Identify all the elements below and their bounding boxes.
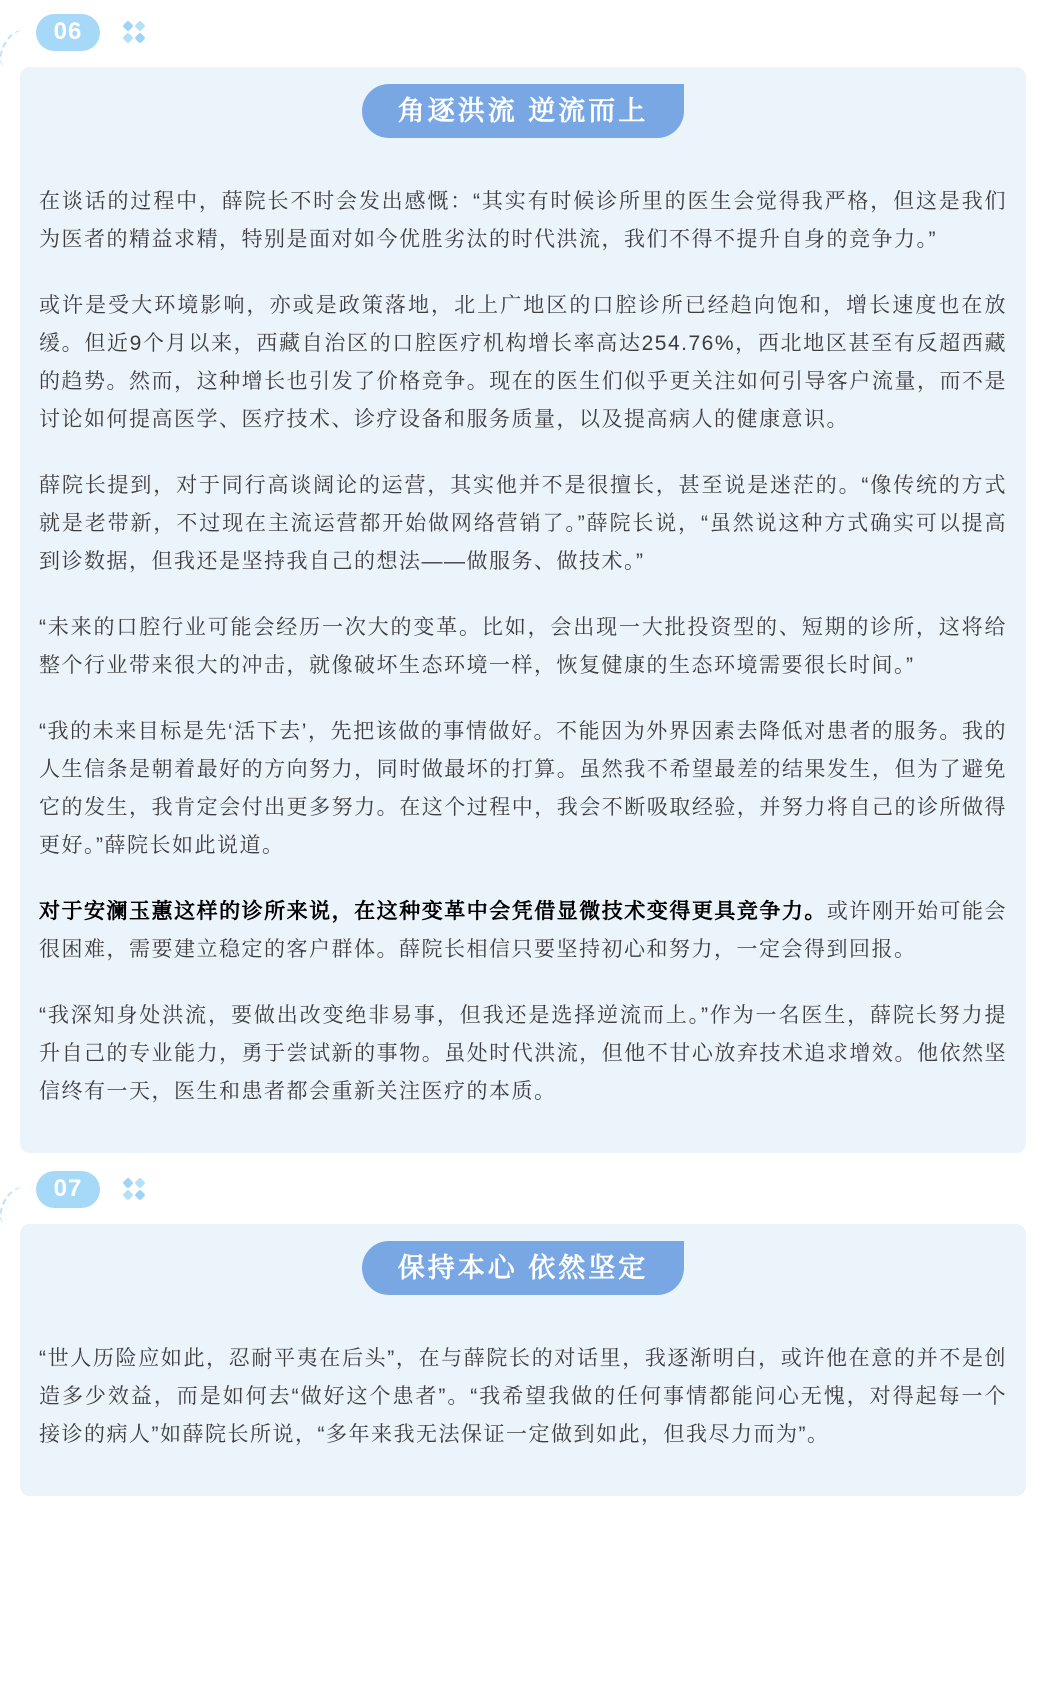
paragraph-text: 薛院长提到，对于同行高谈阔论的运营，其实他并不是很擅长，甚至说是迷茫的。“像传统的方式就是老带新，不过现在主流运营都开始做网络营销了。”薛院长说，“虽然说这种方式确实可以提高到诊数据，但我还是坚持我自己的想法——做服务、做技术。” bbox=[39, 474, 1007, 573]
paragraph bbox=[39, 713, 1007, 865]
paragraph-text: “世人历险应如此，忍耐平夷在后头”，在与薛院长的对话里，我逐渐明白，或许他在意的并不是创造多少效益，而是如何去“做好这个患者”。“我希望我做的任何事情都能问心无愧，对得起每一个接诊的病人”如薛院长所说，“多年来我无法保证一定做到如此，但我尽力而为”。 bbox=[39, 1347, 1007, 1446]
section-06 bbox=[0, 13, 1046, 1153]
paragraph-text: “我的未来目标是先‘活下去’，先把该做的事情做好。不能因为外界因素去降低对患者的服务。我的人生信条是朝着最好的方向努力，同时做最坏的打算。虽然我不希望最差的结果发生，但为了避免它的发生，我肯定会付出更多努力。在这个过程中，我会不断吸取经验，并努力将自己的诊所做得更好。”薛院长如此说道。 bbox=[39, 720, 1007, 857]
section-07-card bbox=[20, 1224, 1026, 1496]
section-06-card bbox=[20, 67, 1026, 1153]
paragraph-bold-text: 对于安澜玉蕙这样的诊所来说，在这种变革中会凭借显微技术变得更具竞争力。 bbox=[39, 900, 827, 923]
paragraph-text: “未来的口腔行业可能会经历一次大的变革。比如，会出现一大批投资型的、短期的诊所，这将给整个行业带来很大的冲击，就像破坏生态环境一样，恢复健康的生态环境需要很长时间。” bbox=[39, 616, 1007, 677]
paragraph bbox=[39, 609, 1007, 685]
paragraph bbox=[39, 287, 1007, 439]
paragraph bbox=[39, 467, 1007, 581]
section-07 bbox=[0, 1170, 1046, 1496]
section-number-badge: 07 bbox=[36, 1171, 100, 1208]
section-07-header bbox=[36, 1170, 1046, 1208]
paragraph-text: 在谈话的过程中，薛院长不时会发出感慨：“其实有时候诊所里的医生会觉得我严格，但这是我们为医者的精益求精，特别是面对如今优胜劣汰的时代洪流，我们不得不提升自身的竞争力。” bbox=[39, 190, 1007, 251]
paragraph-with-bold-lead bbox=[39, 893, 1007, 969]
paragraph bbox=[39, 1340, 1007, 1454]
paragraph-text: 或许是受大环境影响，亦或是政策落地，北上广地区的口腔诊所已经趋向饱和，增长速度也在放缓。但近9个月以来，西藏自治区的口腔医疗机构增长率高达254.76%，西北地区甚至有反超西藏的趋势。然而，这种增长也引发了价格竞争。现在的医生们似乎更关注如何引导客户流量，而不是讨论如何提高医学、医疗技术、诊疗设备和服务质量，以及提高病人的健康意识。 bbox=[39, 294, 1007, 431]
paragraph-text: “我深知身处洪流，要做出改变绝非易事，但我还是选择逆流而上。”作为一名医生，薛院长努力提升自己的专业能力，勇于尝试新的事物。虽处时代洪流，但他不甘心放弃技术追求增效。他依然坚信终有一天，医生和患者都会重新关注医疗的本质。 bbox=[39, 1004, 1007, 1103]
section-06-header bbox=[36, 13, 1046, 51]
section-title: 保持本心 依然坚定 bbox=[362, 1241, 685, 1295]
section-number-badge: 06 bbox=[36, 14, 100, 51]
paragraph bbox=[39, 183, 1007, 259]
section-title: 角逐洪流 逆流而上 bbox=[362, 84, 685, 138]
sparkle-quad-icon bbox=[124, 1179, 145, 1200]
sparkle-quad-icon bbox=[124, 22, 145, 43]
paragraph bbox=[39, 997, 1007, 1111]
paragraph-text: 或许刚开始可能会很困难，需要建立稳定的客户群体。薛院长相信只要坚持初心和努力，一定会得到回报。 bbox=[39, 900, 1008, 961]
